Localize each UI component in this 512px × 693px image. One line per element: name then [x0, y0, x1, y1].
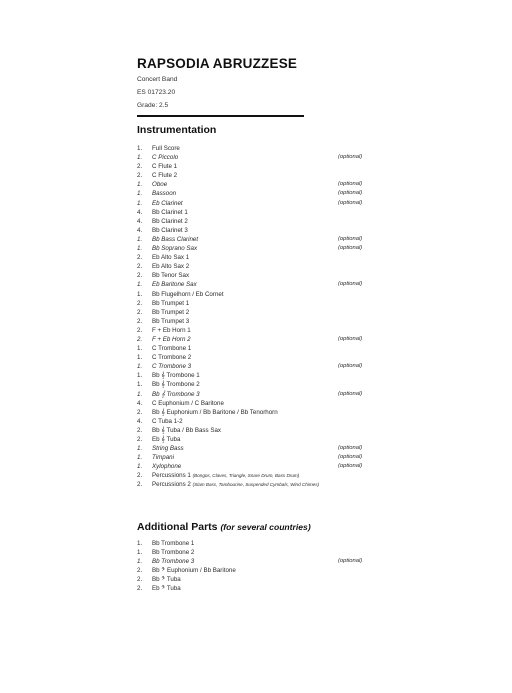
part-count: 2. [137, 254, 143, 262]
part-name-text: Oboe [152, 181, 168, 189]
optional-label: (optional) [338, 558, 363, 565]
part-name-text: Eb Clarinet [152, 199, 183, 207]
list-item [137, 575, 377, 584]
part-count: 2. [137, 272, 143, 280]
part-count: 2. [137, 317, 143, 325]
part-note: (Slam Bass, Tambourine, Suspended Cymbals, Wind Chimes) [192, 482, 320, 488]
list-item [137, 180, 377, 189]
part-name [152, 390, 200, 399]
part-count: 1. [137, 463, 143, 471]
part-name-text: Bb 𝄞 Trombone 2 [152, 381, 200, 389]
optional-label: (optional) [338, 245, 363, 252]
additional-parts-list [137, 539, 377, 594]
list-item [137, 253, 377, 262]
part-count: 2. [137, 408, 143, 416]
part-count: 2. [137, 326, 143, 334]
part-name [152, 557, 194, 566]
piece-title: RAPSODIA ABRUZZESE [137, 56, 298, 71]
part-count: 1. [137, 245, 143, 253]
part-name [152, 362, 191, 371]
part-count: 4. [137, 417, 143, 425]
list-item [137, 371, 377, 380]
part-name [152, 584, 181, 593]
part-name-text: C Trombone 2 [152, 354, 192, 362]
part-name [152, 539, 194, 548]
part-name [152, 380, 200, 389]
list-item [137, 380, 377, 389]
part-name-text: Bb Bass Clarinet [152, 235, 199, 243]
part-name [152, 462, 181, 471]
part-count: 1. [137, 540, 143, 547]
list-item [137, 539, 377, 548]
optional-label: (optional) [338, 454, 363, 461]
part-count: 2. [137, 172, 143, 180]
part-name-text: Percussions 1 [152, 472, 191, 480]
part-name-text: Full Score [152, 145, 180, 152]
part-name [152, 566, 236, 575]
optional-label: (optional) [338, 190, 363, 197]
list-item [137, 584, 377, 593]
part-name-text: F + Eb Horn 1 [152, 326, 191, 334]
part-name-text: String Bass [152, 445, 184, 453]
part-name-text: C Flute 2 [152, 172, 178, 180]
optional-label: (optional) [338, 181, 363, 188]
part-name [152, 417, 183, 426]
list-item [137, 399, 377, 408]
list-item [137, 408, 377, 417]
part-name [152, 399, 224, 408]
part-name-text: Eb Alto Sax 1 [152, 254, 190, 262]
list-item [137, 271, 377, 280]
part-count: 1. [137, 372, 143, 380]
part-count: 1. [137, 354, 143, 362]
list-item [137, 290, 377, 299]
part-name-text: C Tuba 1-2 [152, 417, 183, 425]
part-name-text: Bb Trombone 2 [152, 549, 195, 557]
part-name-text: Eb 𝄞 Tuba [152, 436, 181, 443]
part-count: 1. [137, 181, 143, 189]
part-name-text: Bb 𝄢 Euphonium / Bb Baritone [152, 567, 236, 575]
part-name [152, 262, 189, 271]
part-name [152, 189, 176, 198]
instrumentation-list [137, 144, 377, 490]
part-name [152, 371, 200, 380]
part-name-text: Bb Trombone 1 [152, 540, 195, 547]
part-name [152, 326, 191, 335]
list-item [137, 462, 377, 471]
list-item [137, 417, 377, 426]
part-count: 2. [137, 299, 143, 307]
list-item [137, 244, 377, 253]
list-item [137, 208, 377, 217]
part-count: 1. [137, 390, 143, 398]
part-count: 2. [137, 585, 143, 593]
part-count: 4. [137, 399, 143, 407]
list-item [137, 557, 377, 566]
list-item [137, 566, 377, 575]
part-name [152, 408, 278, 417]
list-item [137, 235, 377, 244]
optional-label: (optional) [338, 235, 363, 242]
list-item [137, 390, 377, 399]
part-count: 2. [137, 335, 143, 343]
optional-label: (optional) [338, 281, 363, 288]
part-name-text: Bassoon [152, 190, 177, 198]
part-count: 2. [137, 263, 143, 271]
optional-label: (optional) [338, 154, 363, 161]
band-type: Concert Band [137, 76, 178, 83]
part-name-text: Bb 𝄞 Trombone 1 [152, 372, 200, 380]
part-count: 4. [137, 208, 143, 216]
part-count: 1. [137, 145, 143, 152]
part-name-text: Eb Alto Sax 2 [152, 263, 190, 271]
list-item [137, 171, 377, 180]
list-item [137, 335, 377, 344]
part-count: 2. [137, 567, 143, 575]
list-item [137, 426, 377, 435]
part-name [152, 199, 183, 208]
part-count: 1. [137, 235, 143, 243]
part-count: 1. [137, 558, 143, 566]
part-name [152, 480, 319, 489]
part-name [152, 317, 189, 326]
list-item [137, 199, 377, 208]
part-name [152, 435, 180, 444]
part-count: 1. [137, 363, 143, 371]
part-name [152, 162, 177, 171]
part-count: 2. [137, 481, 143, 489]
optional-label: (optional) [338, 335, 363, 342]
list-item [137, 299, 377, 308]
part-name [152, 280, 197, 289]
title-divider [137, 115, 304, 117]
optional-label: (optional) [338, 390, 363, 397]
part-name-text: Bb Trumpet 3 [152, 317, 190, 325]
part-name-text: Bb Clarinet 1 [152, 208, 188, 216]
part-name [152, 444, 184, 453]
part-note: (Bongos, Claves, Triangle, Snare Drum, Bass Drum) [192, 473, 300, 479]
part-count: 1. [137, 381, 143, 389]
list-item [137, 144, 377, 153]
part-name [152, 171, 177, 180]
part-name [152, 471, 299, 480]
part-name [152, 426, 221, 435]
part-name-text: Eb 𝄢 Tuba [152, 585, 181, 593]
part-count: 1. [137, 154, 143, 162]
part-count: 1. [137, 190, 143, 198]
optional-label: (optional) [338, 463, 363, 470]
part-name-text: Bb 𝄞 Trombone 3 [152, 390, 200, 398]
additional-parts-subtitle: (for several countries) [220, 522, 311, 532]
list-item [137, 480, 377, 489]
list-item [137, 362, 377, 371]
part-name [152, 217, 188, 226]
list-item [137, 280, 377, 289]
part-name [152, 144, 180, 153]
optional-label: (optional) [338, 199, 363, 206]
grade-label: Grade: 2.5 [137, 102, 169, 109]
part-name-text: C Flute 1 [152, 163, 178, 171]
part-name [152, 548, 194, 557]
part-name [152, 253, 189, 262]
part-name-text: Bb 𝄢 Tuba [152, 576, 181, 584]
part-name [152, 180, 167, 189]
part-count: 1. [137, 281, 143, 289]
list-item [137, 308, 377, 317]
part-name [152, 271, 189, 280]
part-count: 1. [137, 454, 143, 462]
list-item [137, 226, 377, 235]
part-name [152, 453, 174, 462]
optional-label: (optional) [338, 363, 363, 370]
part-name-text: Bb Trumpet 2 [152, 308, 190, 316]
part-count: 2. [137, 436, 143, 443]
list-item [137, 435, 377, 444]
part-name-text: Bb Flugelhorn / Eb Cornet [152, 290, 224, 298]
part-name-text: C Euphonium / C Baritone [152, 399, 224, 407]
part-name-text: Bb Trombone 3 [152, 558, 195, 566]
list-item [137, 548, 377, 557]
catalog-code: ES 01723.20 [137, 89, 176, 96]
list-item [137, 153, 377, 162]
part-count: 2. [137, 308, 143, 316]
part-name-text: C Piccolo [152, 154, 179, 162]
part-count: 1. [137, 199, 143, 207]
part-name-text: Bb Clarinet 2 [152, 217, 188, 225]
list-item [137, 262, 377, 271]
list-item [137, 189, 377, 198]
list-item [137, 353, 377, 362]
part-count: 1. [137, 549, 143, 557]
part-name [152, 575, 181, 584]
part-name-text: Bb 𝄞 Tuba / Bb Bass Sax [152, 426, 222, 434]
part-name-text: Timpani [152, 454, 174, 462]
part-count: 2. [137, 472, 143, 480]
part-count: 2. [137, 163, 143, 171]
part-name [152, 299, 189, 308]
list-item [137, 326, 377, 335]
part-name-text: Eb Baritone Sax [152, 281, 197, 289]
part-count: 1. [137, 445, 143, 453]
instrumentation-heading: Instrumentation [137, 124, 217, 136]
part-count: 2. [137, 576, 143, 584]
part-name-text: Bb Tenor Sax [152, 272, 190, 280]
part-name-text: C Trombone 3 [152, 363, 192, 371]
part-name [152, 335, 191, 344]
part-name [152, 235, 198, 244]
part-name [152, 153, 178, 162]
additional-parts-title: Additional Parts [137, 521, 218, 533]
part-name-text: Bb Trumpet 1 [152, 299, 190, 307]
list-item [137, 344, 377, 353]
part-name-text: Bb 𝄞 Euphonium / Bb Baritone / Bb Tenorhorn [152, 408, 278, 416]
list-item [137, 444, 377, 453]
list-item [137, 217, 377, 226]
part-name [152, 353, 191, 362]
part-name-text: C Trombone 1 [152, 345, 192, 353]
part-count: 1. [137, 345, 143, 353]
part-name-text: Percussions 2 [152, 481, 191, 489]
optional-label: (optional) [338, 445, 363, 452]
part-name [152, 344, 191, 353]
list-item [137, 453, 377, 462]
part-name [152, 208, 188, 217]
part-count: 4. [137, 226, 143, 234]
part-name [152, 290, 224, 299]
part-count: 2. [137, 426, 143, 434]
list-item [137, 471, 377, 480]
part-name-text: Bb Clarinet 3 [152, 226, 188, 234]
list-item [137, 317, 377, 326]
part-name-text: Bb Soprano Sax [152, 245, 198, 253]
part-name-text: Xylophone [152, 463, 182, 471]
part-name [152, 226, 188, 235]
part-name [152, 244, 197, 253]
part-count: 1. [137, 290, 143, 298]
additional-parts-heading [137, 521, 311, 533]
list-item [137, 162, 377, 171]
part-name [152, 308, 189, 317]
part-count: 4. [137, 217, 143, 225]
part-name-text: F + Eb Horn 2 [152, 335, 191, 343]
